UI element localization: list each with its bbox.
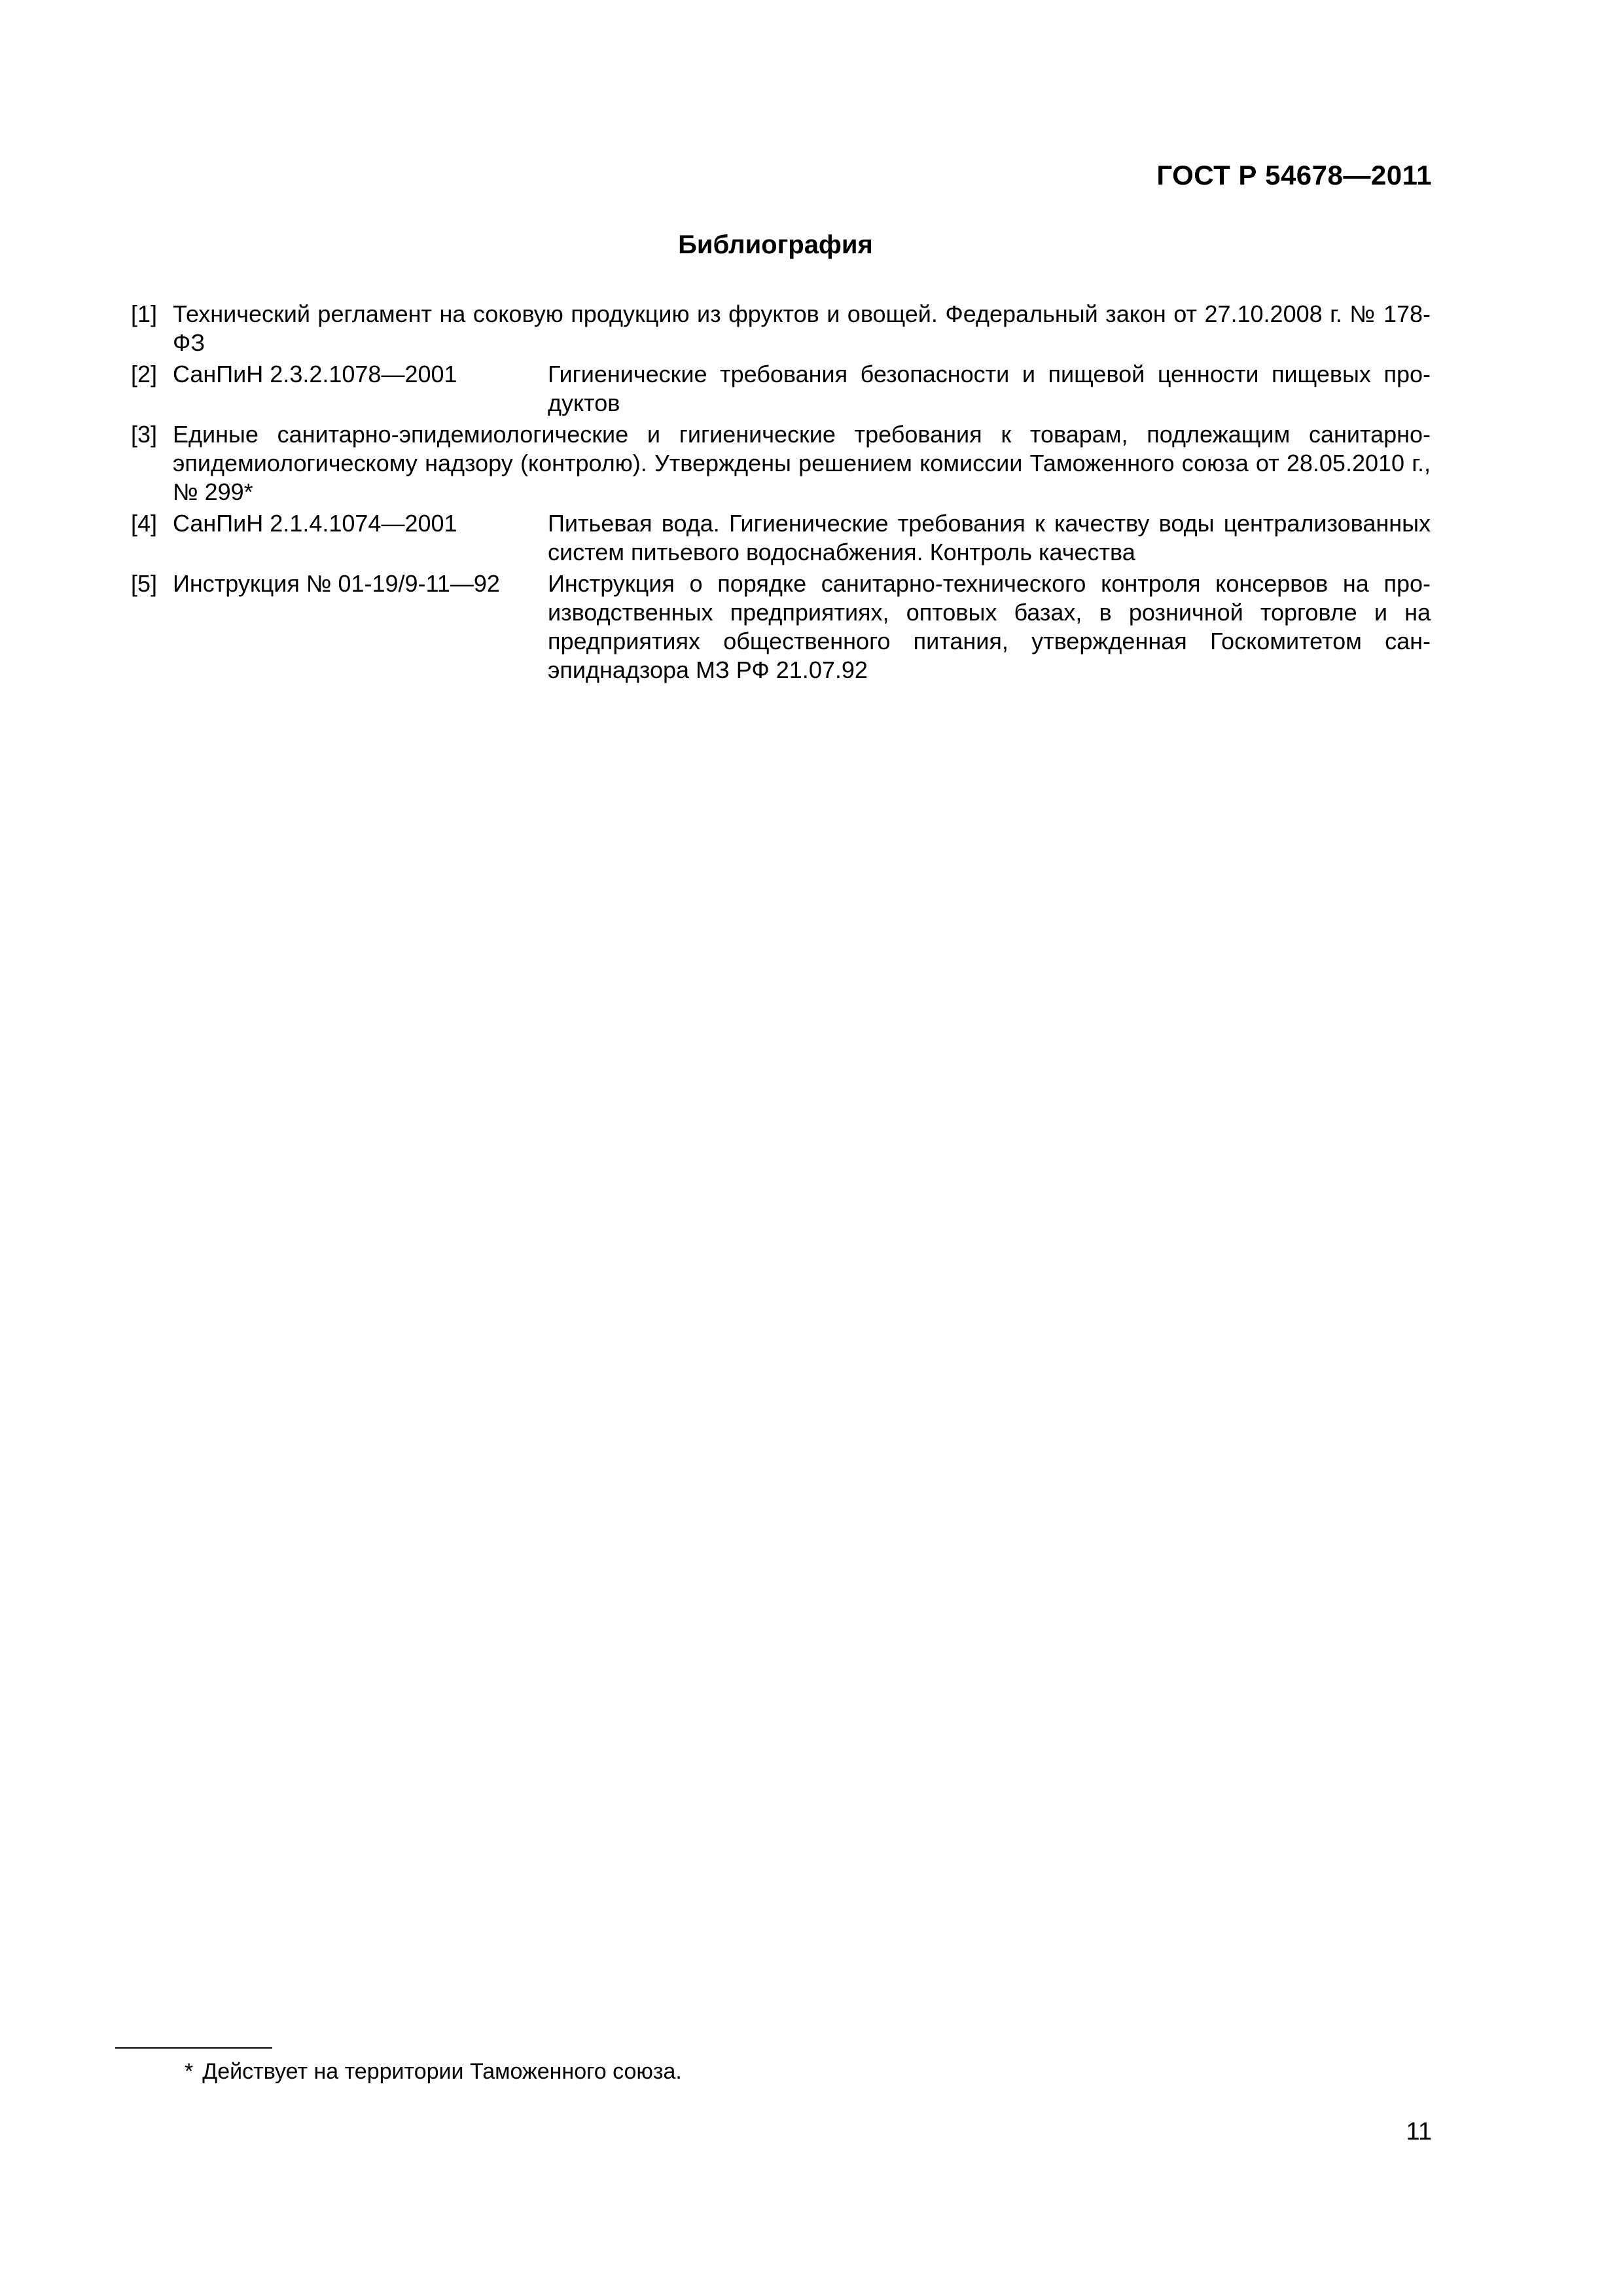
- footnote-mark: *: [185, 2059, 194, 2084]
- bibliography-list: [131, 300, 1431, 687]
- entry-number: [4]: [131, 510, 158, 537]
- bibliography-entry-5: [131, 569, 1431, 685]
- standard-code-header: ГОСТ Р 54678—2011: [1156, 160, 1432, 190]
- entry-number: [3]: [131, 421, 158, 448]
- entry-text: Технический регламент на соковую продукцию из фруктов и овощей. Федеральный закон от 27.10.2008 г. № 178-ФЗ: [173, 300, 1431, 356]
- entry-number: [2]: [131, 361, 158, 387]
- entry-description: Гигиенические требования безопасности и пищевой ценности пищевых продуктов: [548, 361, 1431, 416]
- bibliography-entry-4: [131, 509, 1431, 567]
- entry-code: Инструкция № 01-19/9-11—92: [173, 570, 500, 597]
- section-title: Библиография: [678, 230, 873, 259]
- entry-description: Инструкция о порядке санитарно-технического контроля консервов на производственных предприятиях, оптовых базах, в розничной торговле и на предприятиях общественного питания, утвержденная Госкомитетом санэпиднадзора МЗ РФ 21.07.92: [548, 570, 1431, 683]
- entry-number: [5]: [131, 570, 158, 597]
- bibliography-entry-2: [131, 360, 1431, 418]
- entry-text: Единые санитарно-эпидемиологические и гигиенические требования к товарам, подлежащим санитарно-эпидемиологическому надзору (контролю). Утверждены решением комиссии Таможенного союза от 28.05.2010 г., № 299*: [173, 421, 1431, 505]
- entry-code: СанПиН 2.3.2.1078—2001: [173, 361, 457, 387]
- bibliography-entry-3: [131, 420, 1431, 507]
- entry-number: [1]: [131, 300, 158, 327]
- entry-code: СанПиН 2.1.4.1074—2001: [173, 510, 457, 537]
- footnote-divider: [115, 2047, 272, 2049]
- footnote: [185, 2059, 682, 2085]
- footnote-text: Действует на территории Таможенного союза.: [202, 2059, 682, 2084]
- bibliography-entry-1: [131, 300, 1431, 357]
- entry-description: Питьевая вода. Гигиенические требования к качеству воды централизованных систем питьевого водоснабжения. Контроль качества: [548, 510, 1431, 565]
- page-number: 11: [1406, 2118, 1432, 2145]
